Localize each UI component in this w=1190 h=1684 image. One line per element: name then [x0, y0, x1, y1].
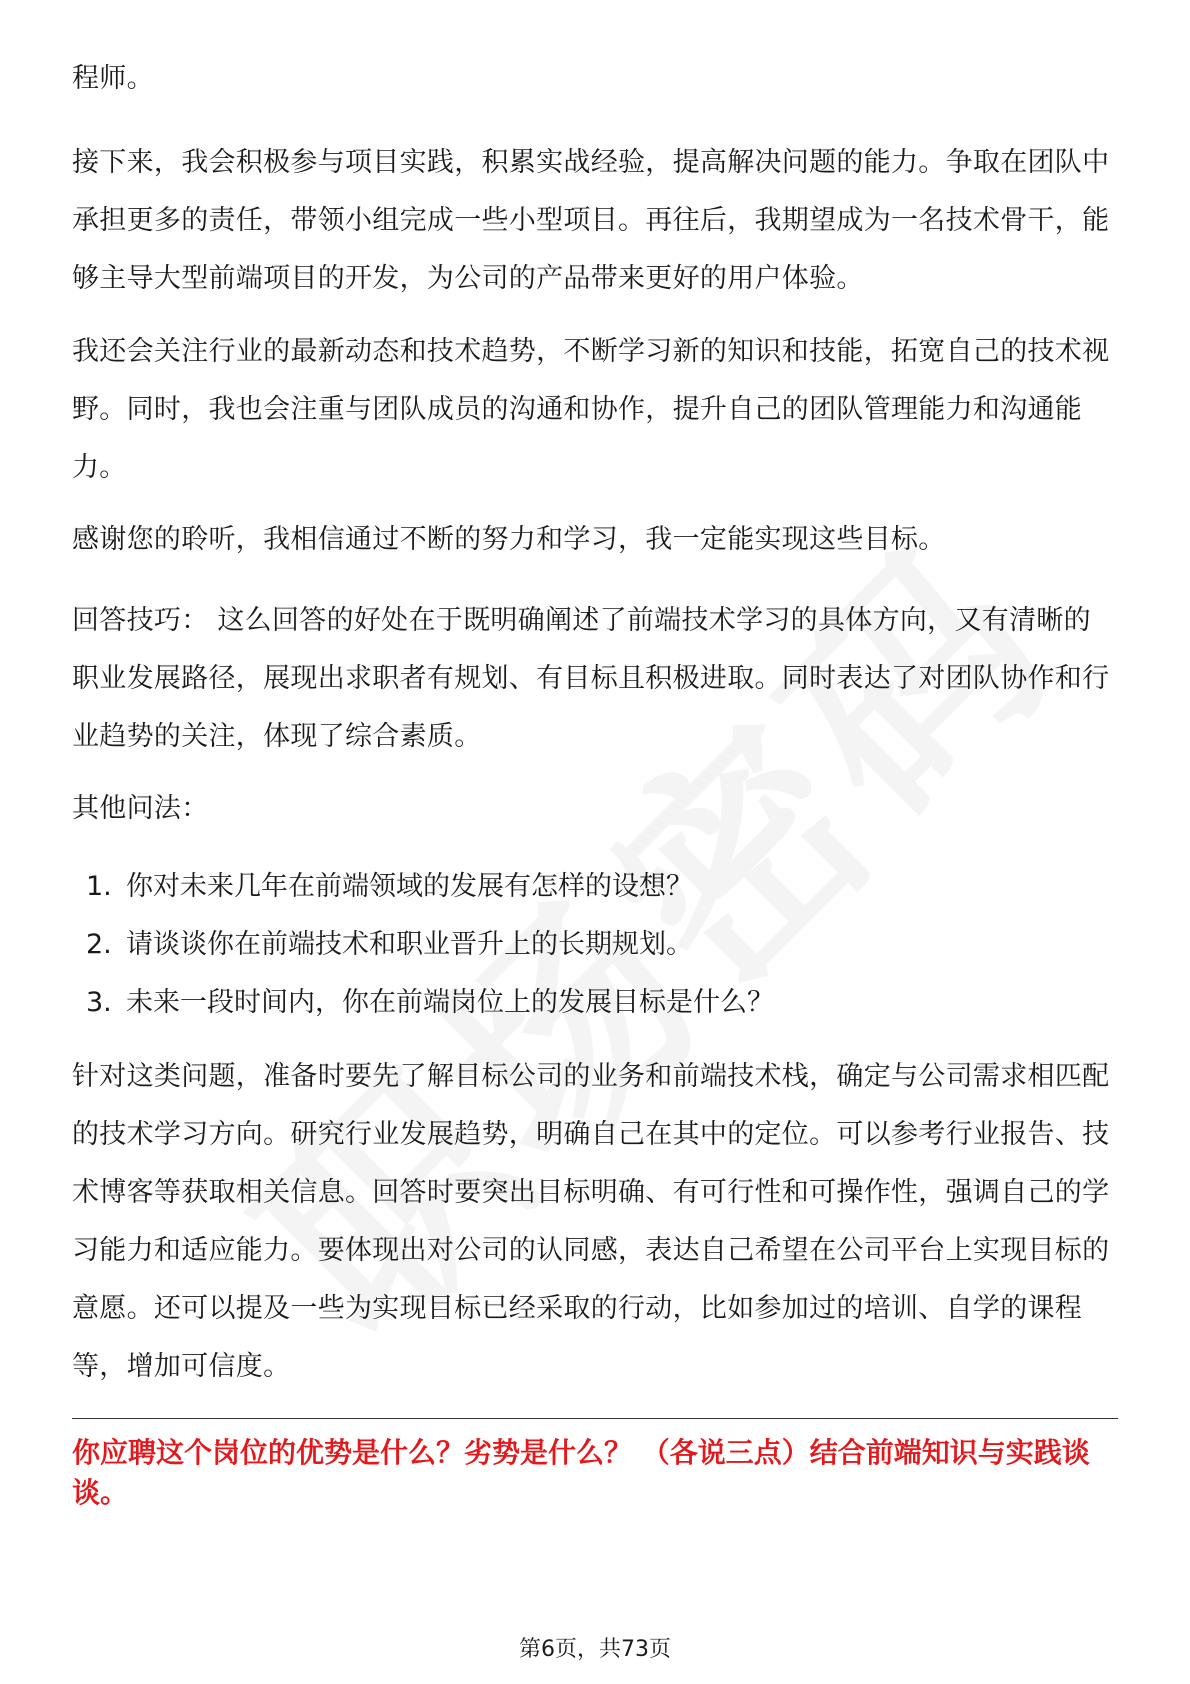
list-item-text: 未来一段时间内，你在前端岗位上的发展目标是什么？ — [126, 987, 774, 1018]
paragraph-industry-trends: 我还会关注行业的最新动态和技术趋势，不断学习新的知识和技能，拓宽自己的技术视野。同时，我也会注重与团队成员的沟通和协作，提升自己的团队管理能力和沟通能力。 — [72, 336, 1110, 483]
list-item — [72, 858, 1118, 916]
paragraph-thanks: 感谢您的聆听，我相信通过不断的努力和学习，我一定能实现这些目标。 — [72, 524, 946, 555]
list-item — [72, 974, 1118, 1032]
other-questions-list — [72, 858, 1118, 1032]
paragraph-answer-tips: 回答技巧： 这么回答的好处在于既明确阐述了前端技术学习的具体方向，又有清晰的职业发展路径，展现出求职者有规划、有目标且积极进取。同时表达了对团队协作和行业趋势的关注，体现了综合素质。 — [72, 605, 1110, 752]
paragraph-next-steps: 接下来，我会积极参与项目实践，积累实战经验，提高解决问题的能力。争取在团队中承担更多的责任，带领小组完成一些小型项目。再往后，我期望成为一名技术骨干，能够主导大型前端项目的开发，为公司的产品带来更好的用户体验。 — [72, 147, 1110, 294]
list-number: 3. — [86, 987, 112, 1018]
list-number: 2. — [86, 929, 112, 960]
paragraph-continuation: 程师。 — [72, 63, 154, 94]
list-number: 1. — [86, 871, 112, 902]
section-divider — [72, 1418, 1118, 1419]
next-question-heading: 你应聘这个岗位的优势是什么？劣势是什么？ （各说三点）结合前端知识与实践谈谈。 — [72, 1436, 1090, 1509]
page-number-footer: 第6页，共73页 — [519, 1637, 671, 1662]
paragraph-other-questions-heading: 其他问法： — [72, 793, 209, 824]
list-item-text: 你对未来几年在前端领域的发展有怎样的设想？ — [126, 871, 693, 902]
paragraph-advice: 针对这类问题，准备时要先了解目标公司的业务和前端技术栈，确定与公司需求相匹配的技术学习方向。研究行业发展趋势，明确自己在其中的定位。可以参考行业报告、技术博客等获取相关信息。回答时要突出目标明确、有可行性和可操作性，强调自己的学习能力和适应能力。要体现出对公司的认同感，表达自己希望在公司平台上实现目标的意愿。还可以提及一些为实现目标已经采取的行动，比如参加过的培训、自学的课程等，增加可信度。 — [72, 1061, 1110, 1382]
list-item — [72, 916, 1118, 974]
list-item-text: 请谈谈你在前端技术和职业晋升上的长期规划。 — [126, 929, 693, 960]
